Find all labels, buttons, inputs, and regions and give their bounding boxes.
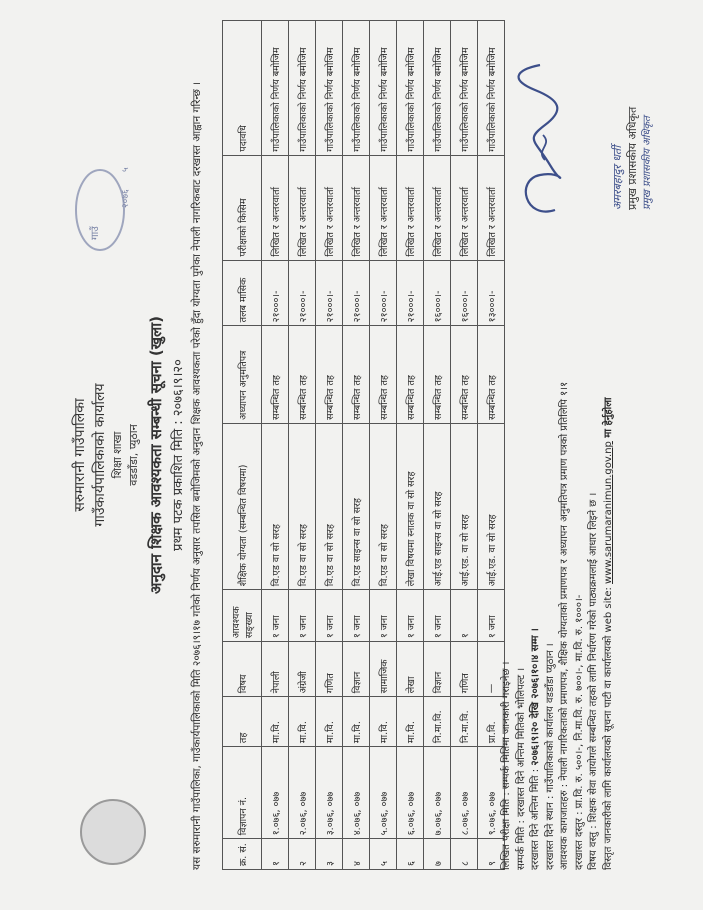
cell-salary: २१०००।- (289, 260, 316, 326)
cell-sn: ४ (343, 839, 370, 870)
table-row (424, 21, 451, 870)
cell-count: १ (451, 590, 478, 642)
cell-ad-no: २.०७६, ०७७ (289, 747, 316, 839)
cell-subject: — (478, 642, 505, 697)
cell-tenure: गाउँपालिकाको निर्णय बमोजिम (316, 21, 343, 156)
cell-count: १ जना (343, 590, 370, 642)
cell-sn: १ (262, 839, 289, 870)
cell-sn: २ (289, 839, 316, 870)
cell-level: नि.मा.वि. (424, 697, 451, 747)
office-stamp (70, 140, 140, 270)
cell-subject: विज्ञान (424, 642, 451, 697)
table-header-row (223, 21, 262, 870)
cell-salary: २१०००।- (397, 260, 424, 326)
cell-level: मा.वि. (289, 697, 316, 747)
cell-salary: १३०००।- (478, 260, 505, 326)
syllabus-note: विषय वस्तु : शिक्षक सेवा आयोगले सम्बन्धित तहको लागि निर्धारण गरेको पाठ्यक्रमलाई आधार लिइने छ । (588, 492, 599, 870)
cell-ad-no: ८.०७६, ०७७ (451, 747, 478, 839)
cell-exam-type: लिखित र अन्तरवार्ता (289, 155, 316, 260)
cell-level: मा.वि. (397, 697, 424, 747)
cell-salary: १६०००।- (451, 260, 478, 326)
th-ad-no: विज्ञापन नं. (223, 747, 262, 839)
notes-block (500, 310, 616, 870)
cell-subject: अंग्रेजी (289, 642, 316, 697)
cell-ad-no: ९.०७६, ०७७ (478, 747, 505, 839)
cell-level: नि.मा.वि. (451, 697, 478, 747)
cell-salary: २१०००।- (316, 260, 343, 326)
cell-level: मा.वि. (343, 697, 370, 747)
th-license: अध्यापन अनुमतिपत्र (223, 326, 262, 424)
cell-exam-type: लिखित र अन्तरवार्ता (397, 155, 424, 260)
contact-date-note: सम्पर्क मिति : दरखास्त दिने अन्तिम मितिको भोलिपल्ट । (515, 667, 527, 870)
table-row (343, 21, 370, 870)
cell-license: सम्बन्धित तह (316, 326, 343, 424)
website-note (602, 310, 617, 870)
cell-subject: गणित (316, 642, 343, 697)
officer-name-hand: अमरबहादुर धर्ती (611, 145, 624, 210)
th-subject: विषय (223, 642, 262, 697)
cell-tenure: गाउँपालिकाको निर्णय बमोजिम (451, 21, 478, 156)
cell-salary: २१०००।- (262, 260, 289, 326)
cell-salary: २१०००।- (343, 260, 370, 326)
fee-note: दरखास्त दस्तुर : प्रा.वि. रु. ५००।-, नि.मा.वि. रु. ७००।-, मा.वि. रु. १०००।- (573, 594, 585, 870)
cell-tenure: गाउँपालिकाको निर्णय बमोजिम (289, 21, 316, 156)
publish-date: प्रथम पटक प्रकाशित मिति : २०७६।९।२० (171, 359, 186, 551)
cell-license: सम्बन्धित तह (451, 326, 478, 424)
cell-exam-type: लिखित र अन्तरवार्ता (316, 155, 343, 260)
cell-subject: सामाजिक (370, 642, 397, 697)
th-exam-type: परीक्षाको किसिम (223, 155, 262, 260)
cell-count: १ जना (478, 590, 505, 642)
cell-license: सम्बन्धित तह (370, 326, 397, 424)
cell-sn: ८ (451, 839, 478, 870)
stamp-text-2: २०७६ (121, 189, 131, 208)
deadline-label: दरखास्त दिने अन्तिम मिति : (530, 765, 541, 870)
cell-subject: विज्ञान (343, 642, 370, 697)
cell-qualification: वि.एड वा सो सरह (289, 423, 316, 589)
vacancy-table (222, 20, 505, 870)
cell-level: मा.वि. (262, 697, 289, 747)
cell-count: १ जना (316, 590, 343, 642)
website-label: विस्तृत जानकारीको लागि कार्यालयको सूचना पाटी वा कार्यालयको web site: (602, 583, 614, 870)
table-row (262, 21, 289, 870)
cell-ad-no: ७.०७६, ०७७ (424, 747, 451, 839)
cell-ad-no: ४.०७६, ०७७ (343, 747, 370, 839)
cell-tenure: गाउँपालिकाको निर्णय बमोजिम (424, 21, 451, 156)
cell-license: सम्बन्धित तह (424, 326, 451, 424)
th-tenure: पदावधि (223, 21, 262, 156)
cell-level: प्रा.वि. (478, 697, 505, 747)
cell-tenure: गाउँपालिकाको निर्णय बमोजिम (262, 21, 289, 156)
cell-tenure: गाउँपालिकाको निर्णय बमोजिम (343, 21, 370, 156)
office-name: गाउँकार्यपालिकाको कार्यालय (92, 383, 108, 527)
cell-ad-no: १.०७६, ०७७ (262, 747, 289, 839)
stamp-text-3: ५ (121, 167, 131, 172)
signature (505, 60, 575, 220)
cell-license: सम्बन्धित तह (478, 326, 505, 424)
cell-license: सम्बन्धित तह (343, 326, 370, 424)
officer-block (610, 30, 655, 210)
cell-exam-type: लिखित र अन्तरवार्ता (451, 155, 478, 260)
table-row (316, 21, 343, 870)
cell-license: सम्बन्धित तह (289, 326, 316, 424)
cell-qualification: आई.एड. वा सो सरह (478, 423, 505, 589)
cell-level: मा.वि. (316, 697, 343, 747)
place-note: दरखास्त दिने स्थान : गाउँपालिकाको कार्यालय वडडाँडा प्युठान । (544, 643, 556, 870)
cell-sn: ७ (424, 839, 451, 870)
cell-ad-no: ३.०७६, ०७७ (316, 747, 343, 839)
office-address: वडडाँडा, प्युठान (127, 424, 140, 486)
cell-exam-type: लिखित र अन्तरवार्ता (370, 155, 397, 260)
cell-qualification: आई.एड साइन्स वा सो सरह (424, 423, 451, 589)
th-salary: तलब मासिक (223, 260, 262, 326)
cell-qualification: वि.एड वा सो सरह (370, 423, 397, 589)
cell-count: १ जना (424, 590, 451, 642)
table-body (262, 21, 505, 870)
cell-sn: ९ (478, 839, 505, 870)
notice-title: अनुदान शिक्षक आवश्यकता सम्बन्धी सूचना (खुला) (147, 316, 165, 594)
cell-exam-type: लिखित र अन्तरवार्ता (424, 155, 451, 260)
cell-count: १ जना (397, 590, 424, 642)
cell-exam-type: लिखित र अन्तरवार्ता (478, 155, 505, 260)
cell-exam-type: लिखित र अन्तरवार्ता (343, 155, 370, 260)
officer-title: प्रमुख प्रशासकीय अधिकृत (626, 106, 639, 210)
th-qualification: शैक्षिक योग्यता (सम्बन्धित विषयमा) (223, 423, 262, 589)
cell-level: मा.वि. (370, 697, 397, 747)
deadline-note (529, 310, 544, 870)
table-row (451, 21, 478, 870)
cell-exam-type: लिखित र अन्तरवार्ता (262, 155, 289, 260)
cell-ad-no: ५.०७६, ०७७ (370, 747, 397, 839)
table-row (397, 21, 424, 870)
cell-sn: ६ (397, 839, 424, 870)
cell-subject: लेखा (397, 642, 424, 697)
cell-subject: नेपाली (262, 642, 289, 697)
cell-subject: गणित (451, 642, 478, 697)
deadline-value: २०७६।९।२० देखि २०७६।१०।४ सम्म । (530, 628, 541, 766)
exam-date-note: लिखित परीक्षा मिति : सम्पर्क मितिमा जानकारी गराइनेछ । (501, 661, 512, 870)
cell-count: १ जना (289, 590, 316, 642)
cell-ad-no: ६.०७६, ०७७ (397, 747, 424, 839)
stamp-text-1: गाउँ (90, 226, 101, 240)
officer-role-hand: प्रमुख प्रशासकीय अधिकृत (642, 116, 653, 210)
table-row (289, 21, 316, 870)
cell-salary: १६०००।- (424, 260, 451, 326)
org-name: सरुमारानी गाउँपालिका (72, 398, 88, 512)
cell-tenure: गाउँपालिकाको निर्णय बमोजिम (397, 21, 424, 156)
cell-count: १ जना (370, 590, 397, 642)
branch-name: शिक्षा शाखा (111, 431, 124, 479)
cell-sn: ५ (370, 839, 397, 870)
cell-count: १ जना (262, 590, 289, 642)
th-count: आवश्यक सङ्ख्या (223, 590, 262, 642)
cell-license: सम्बन्धित तह (397, 326, 424, 424)
table-row (370, 21, 397, 870)
cell-salary: २१०००।- (370, 260, 397, 326)
cell-tenure: गाउँपालिकाको निर्णय बमोजिम (478, 21, 505, 156)
cell-qualification: आई.एड. वा सो सरह (451, 423, 478, 589)
cell-qualification: वि.एड वा सो सरह (316, 423, 343, 589)
cell-sn: ३ (316, 839, 343, 870)
documents-note: आवश्यक कागजातहरु : नेपाली नागरिकताको प्रमाणपत्र, शैक्षिक योग्यताको प्रमाणपत्र र अध्यापन अनुमतिपत्र प्रमाण पत्रको प्रतिलिपि १।१ (559, 381, 570, 870)
th-level: तह (223, 697, 262, 747)
cell-qualification: वि.एड साइन्स वा सो सरह (343, 423, 370, 589)
website-suffix: मा हेर्नुहोला (602, 397, 614, 442)
cell-license: सम्बन्धित तह (262, 326, 289, 424)
website-link[interactable]: www.sarumaranimun.gov.np (602, 441, 614, 584)
cell-qualification: वि.एड वा सो सरह (262, 423, 289, 589)
cell-tenure: गाउँपालिकाको निर्णय बमोजिम (370, 21, 397, 156)
th-sn: क्र. सं. (223, 839, 262, 870)
intro-paragraph: यस सरुमारानी गाउँपालिका, गाउँकार्यपालिकाको मिति २०७६।९।१७ गतेको निर्णय अनुसार तपसिल बमोजिमको अनुदान शिक्षक आवश्यकता परेको हुँदा योग्यता पुगेका नेपाली नागरिकबाट दरखास्त आह्वान गरिन्छ । (191, 81, 203, 870)
cell-qualification: लेखा विषयमा स्नातक वा सो सरह (397, 423, 424, 589)
